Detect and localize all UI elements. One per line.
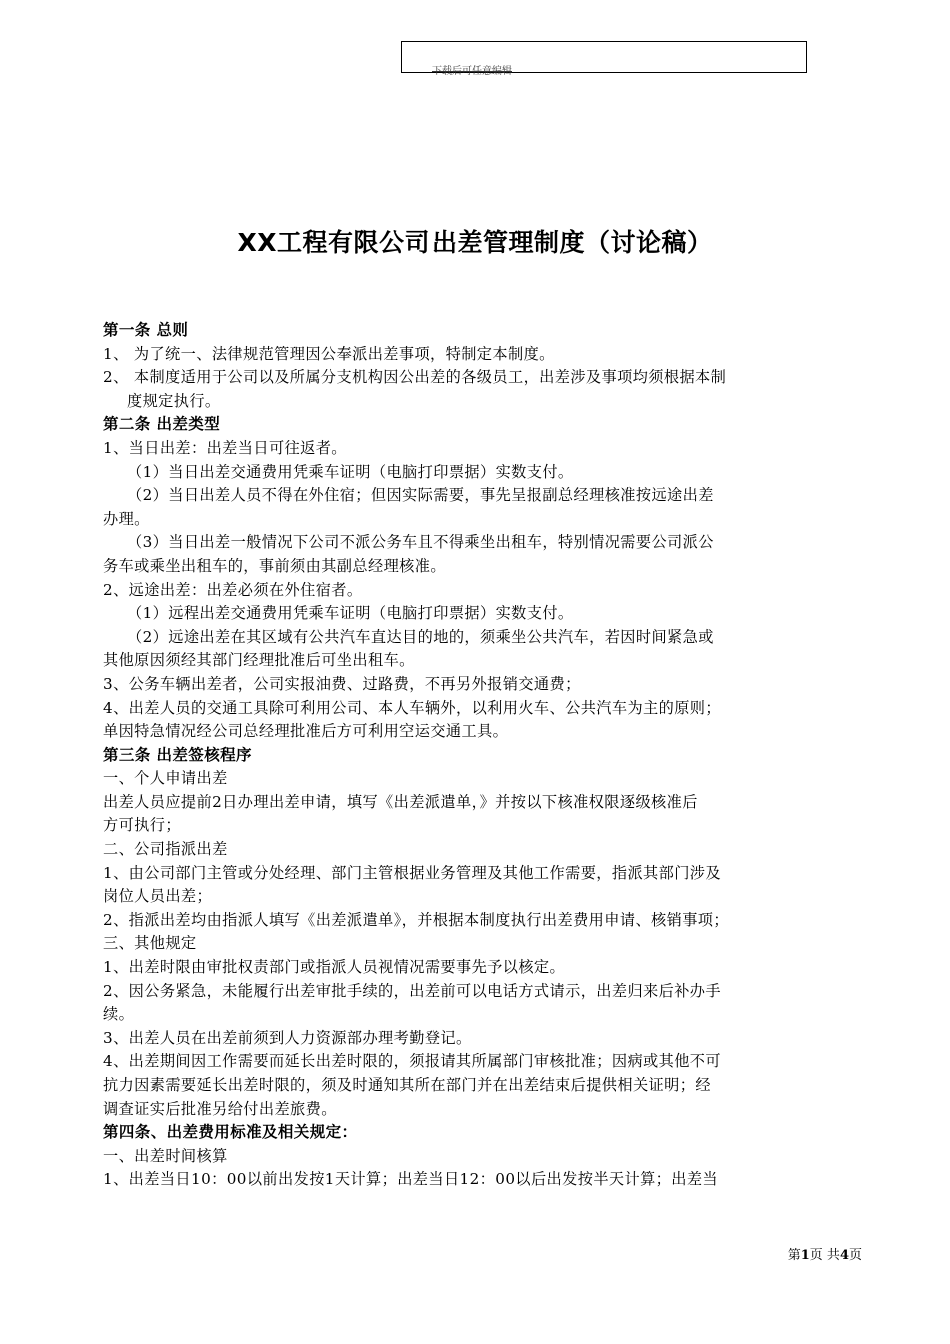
paragraph: 4、出差人员的交通工具除可利用公司、本人车辆外，以利用火车、公共汽车为主的原则； <box>103 698 721 717</box>
paragraph-continuation: 调查证实后批准另给付出差旅费。 <box>103 1099 337 1118</box>
paragraph: 1、出差时限由审批权责部门或指派人员视情况需要事先予以核定。 <box>103 958 566 977</box>
subheading: 三、其他规定 <box>103 934 197 953</box>
paragraph: 1、由公司部门主管或分处经理、部门主管根据业务管理及其他工作需要，指派其部门涉及 <box>103 863 721 882</box>
sub-item: （2）当日出差人员不得在外住宿；但因实际需要，事先呈报副总经理核准按远途出差 <box>127 486 714 505</box>
paragraph-continuation: 度规定执行。 <box>127 391 221 410</box>
document-body <box>103 319 859 1192</box>
paragraph: 2、 本制度适用于公司以及所属分支机构因公出差的各级员工，出差涉及事项均须根据本制 <box>103 368 727 387</box>
sub-item: （2）远途出差在其区域有公共汽车直达目的地的，须乘坐公共汽车，若因时间紧急或 <box>127 627 714 646</box>
paragraph-continuation: 续。 <box>103 1005 135 1024</box>
paragraph-continuation: 办理。 <box>103 509 150 528</box>
paragraph: 2、指派出差均由指派人填写《出差派遣单》，并根据本制度执行出差费用申请、核销事项； <box>103 910 729 929</box>
subheading: 一、出差时间核算 <box>103 1146 228 1165</box>
paragraph-continuation: 抗力因素需要延长出差时限的，须及时通知其所在部门并在出差结束后提供相关证明；经 <box>103 1076 711 1094</box>
paragraph: 出差人员应提前2日办理出差申请，填写《出差派遣单，》并按以下核准权限逐级核准后 <box>103 792 698 811</box>
paragraph-continuation: 务车或乘坐出租车的，事前须由其副总经理核准。 <box>103 556 446 575</box>
paragraph: 1、当日出差：出差当日可往返者。 <box>103 438 347 457</box>
sub-item: （3）当日出差一般情况下公司不派公务车且不得乘坐出租车，特别情况需要公司派公 <box>127 533 714 552</box>
paragraph: 1、出差当日10：00以前出发按1天计算；出差当日12：00以后出发按半天计算；出差当 <box>103 1170 719 1189</box>
subheading: 一、个人申请出差 <box>103 769 228 788</box>
current-page-number: 1 <box>800 1248 810 1263</box>
page-footer <box>788 1248 862 1264</box>
document-title <box>0 226 950 260</box>
section-heading-4: 第四条、出差费用标准及相关规定： <box>103 1123 358 1142</box>
paragraph-continuation: 其他原因须经其部门经理批准后可坐出租车。 <box>103 651 415 670</box>
section-heading-2: 第二条 出差类型 <box>103 415 221 434</box>
paragraph: 4、出差期间因工作需要而延长出差时限的，须报请其所属部门审核批准；因病或其他不可 <box>103 1052 721 1071</box>
title-subject: 出差管理制度（讨论稿） <box>432 228 713 257</box>
total-pages-number: 4 <box>839 1248 849 1263</box>
footer-middle: 页 共 <box>809 1248 840 1263</box>
header-note: 下载后可任意编辑 <box>432 66 512 77</box>
footer-suffix: 页 <box>848 1248 862 1263</box>
header-box <box>401 41 807 77</box>
paragraph-continuation: 单因特急情况经公司总经理批准后方可利用空运交通工具。 <box>103 722 509 741</box>
paragraph-continuation: 岗位人员出差； <box>103 887 213 906</box>
paragraph: 3、出差人员在出差前须到人力资源部办理考勤登记。 <box>103 1028 472 1047</box>
sub-item: （1）远程出差交通费用凭乘车证明（电脑打印票据）实数支付。 <box>127 604 574 623</box>
section-heading-1: 第一条 总则 <box>103 321 189 339</box>
section-heading-3: 第三条 出差签核程序 <box>103 745 252 764</box>
paragraph-continuation: 方可执行； <box>103 816 181 835</box>
paragraph: 2、因公务紧急，未能履行出差审批手续的，出差前可以电话方式请示，出差归来后补办手 <box>103 981 721 1000</box>
subheading: 二、公司指派出差 <box>103 840 228 859</box>
title-company: XX工程有限公司 <box>237 228 431 257</box>
sub-item: （1）当日出差交通费用凭乘车证明（电脑打印票据）实数支付。 <box>127 462 574 481</box>
paragraph: 3、公务车辆出差者，公司实报油费、过路费，不再另外报销交通费； <box>103 674 581 693</box>
paragraph: 2、远途出差：出差必须在外住宿者。 <box>103 580 363 599</box>
paragraph: 1、 为了统一、法律规范管理因公奉派出差事项，特制定本制度。 <box>103 344 555 363</box>
footer-prefix: 第 <box>787 1248 801 1263</box>
